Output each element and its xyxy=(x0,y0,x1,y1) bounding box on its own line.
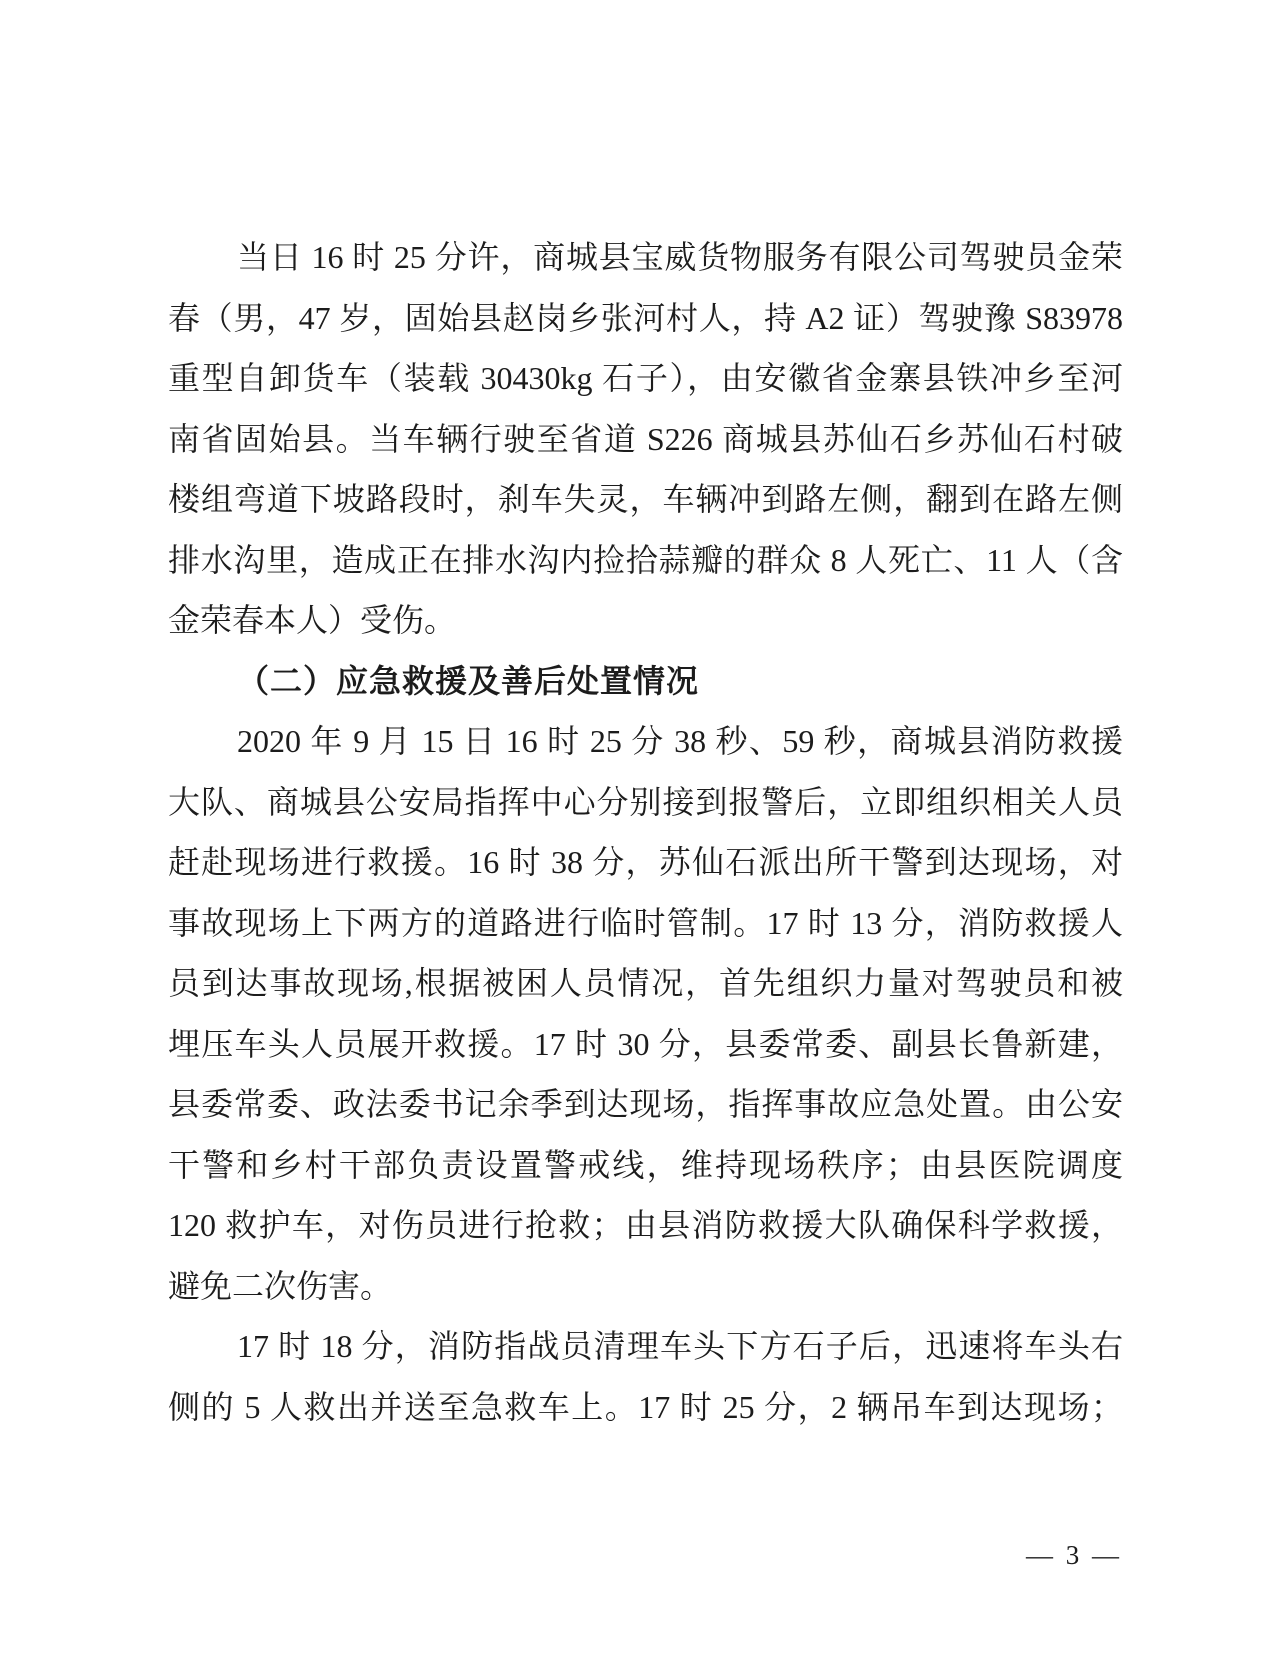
text-line: 当日 16 时 25 分许，商城县宝威货物服务有限公司驾驶员金荣 xyxy=(237,239,1123,275)
text-line: 楼组弯道下坡路段时，刹车失灵，车辆冲到路左侧，翻到在路左侧 xyxy=(168,481,1123,517)
text-line: 员到达事故现场,根据被困人员情况，首先组织力量对驾驶员和被 xyxy=(168,965,1123,1001)
text-line: 县委常委、政法委书记余季到达现场，指挥事故应急处置。由公安 xyxy=(168,1086,1123,1122)
text-line: 赶赴现场进行救援。16 时 38 分，苏仙石派出所干警到达现场，对 xyxy=(168,844,1123,880)
text-line: 17 时 18 分，消防指战员清理车头下方石子后，迅速将车头右 xyxy=(237,1328,1123,1364)
page-number: — 3 — xyxy=(1026,1540,1122,1570)
text-line: 事故现场上下两方的道路进行临时管制。17 时 13 分，消防救援人 xyxy=(168,904,1123,941)
document-body xyxy=(168,227,1123,1437)
text-line: 埋压车头人员展开救援。17 时 30 分，县委常委、副县长鲁新建， xyxy=(168,1025,1123,1062)
text-line: 120 救护车，对伤员进行抢救；由县消防救援大队确保科学救援， xyxy=(168,1207,1123,1243)
section-heading: （二）应急救援及善后处置情况 xyxy=(237,662,700,699)
text-line: 避免二次伤害。 xyxy=(168,1267,393,1304)
text-line: 重型自卸货车（装载 30430kg 石子），由安徽省金寨县铁冲乡至河 xyxy=(168,360,1123,396)
text-line: 侧的 5 人救出并送至急救车上。17 时 25 分，2 辆吊车到达现场； xyxy=(168,1388,1123,1425)
text-line: 南省固始县。当车辆行驶至省道 S226 商城县苏仙石乡苏仙石村破 xyxy=(168,420,1123,457)
text-line: 金荣春本人）受伤。 xyxy=(168,602,457,638)
text-line: 春（男，47 岁，固始县赵岗乡张河村人，持 A2 证）驾驶豫 S83978 xyxy=(168,299,1123,336)
text-line: 2020 年 9 月 15 日 16 时 25 分 38 秒、59 秒，商城县消防救援 xyxy=(237,723,1123,759)
text-line: 排水沟里，造成正在排水沟内捡拾蒜瓣的群众 8 人死亡、11 人（含 xyxy=(168,541,1123,578)
text-line: 大队、商城县公安局指挥中心分别接到报警后，立即组织相关人员 xyxy=(168,783,1123,820)
text-line: 干警和乡村干部负责设置警戒线，维持现场秩序；由县医院调度 xyxy=(168,1146,1123,1183)
